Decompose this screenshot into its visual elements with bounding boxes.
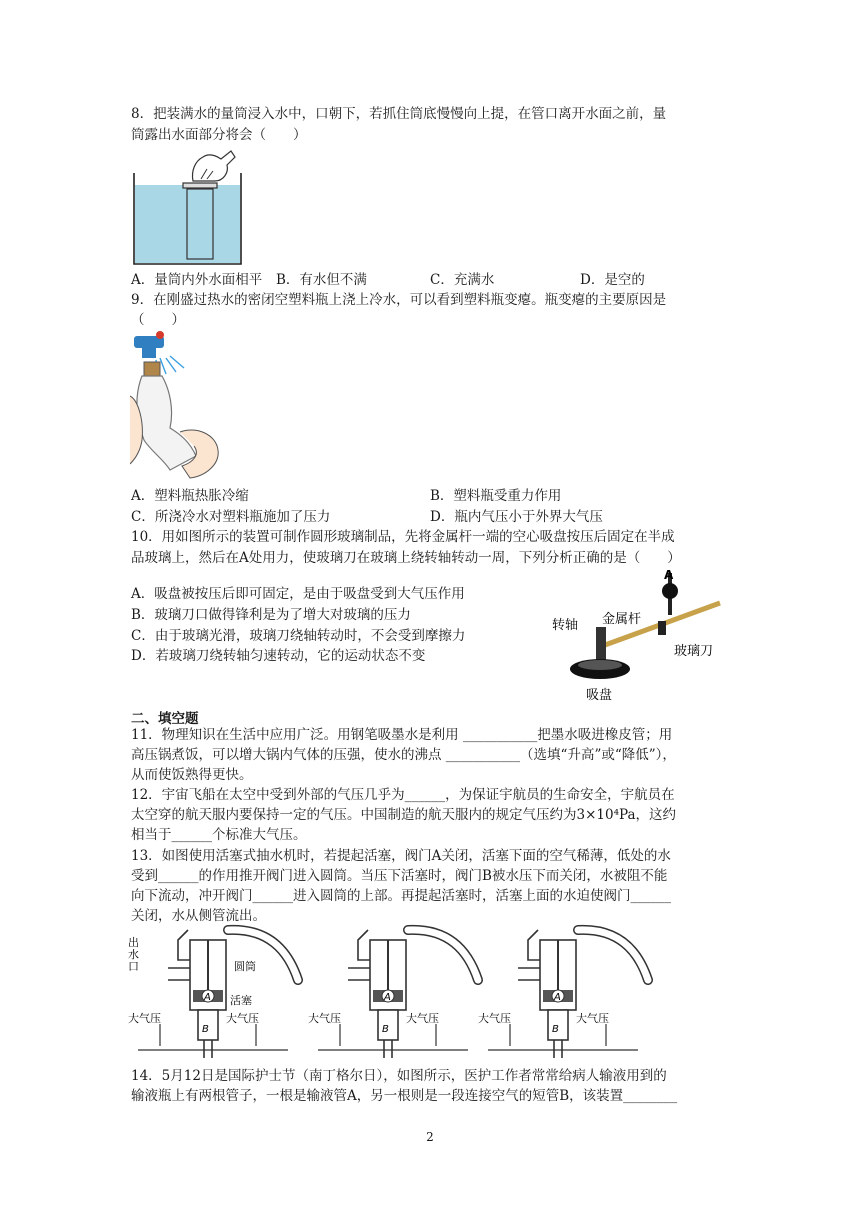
q13-stem-line2: 受到______的作用推开阀门进入圆筒。当压下活塞时，阀门B被水压下而关闭，水被阻不能	[131, 868, 668, 884]
q8-cylinder-base	[183, 183, 217, 188]
q10-stem-line1: 10．用如图所示的装置可制作圆形玻璃制品，先将金属杆一端的空心吸盘按压后固定在半成	[131, 529, 675, 545]
q9-bottle-cap	[144, 362, 160, 376]
q9-faucet-handle	[156, 331, 164, 339]
section-fill-in-title: 二、填空题	[131, 711, 199, 727]
label-valve-a-3: A	[554, 992, 561, 1003]
q10-label-a: A	[664, 568, 674, 582]
q8-option-d: D．是空的	[580, 272, 645, 288]
q9-bottle	[137, 376, 196, 470]
q9-option-d: D．瓶内气压小于外界大气压	[430, 509, 603, 525]
q10-cutter-head	[658, 621, 666, 635]
q10-label-cutter: 玻璃刀	[674, 644, 714, 659]
q13-stem-line1: 13．如图使用活塞式抽水机时，若提起活塞，阀门A关闭，活塞下面的空气稀薄，低处的水	[131, 848, 671, 864]
q9-option-a: A．塑料瓶热胀冷缩	[131, 488, 249, 504]
label-piston: 活塞	[230, 994, 252, 1007]
q13-stem-line3: 向下流动，冲开阀门______进入圆筒的上部。再提起活塞时，活塞上面的水迫使阀门______	[131, 888, 671, 904]
q8-stem-line2: 筒露出水面部分将会（ ）	[131, 127, 307, 143]
q12-stem-line2: 太空穿的航天服内要保持一定的气压。中国制造的航天服内的规定气压约为3×10⁴Pa，这约	[131, 807, 677, 823]
label-atm-2a: 大气压	[308, 1012, 341, 1025]
label-valve-b: B	[202, 1024, 209, 1035]
q9-bottle-figure	[130, 330, 225, 480]
label-valve-a: A	[204, 992, 211, 1003]
q8-cylinder	[187, 189, 213, 259]
label-atm-1a: 大气压	[128, 1012, 161, 1025]
q9-option-c: C．所浇冷水对塑料瓶施加了压力	[131, 509, 331, 525]
label-outlet-1: 出	[128, 936, 139, 949]
q10-label-shaft: 转轴	[552, 618, 579, 633]
q12-stem-line1: 12．宇宙飞船在太空中受到外部的气压几乎为______，为保证宇航员的生命安全，宇航员在	[131, 787, 675, 803]
q10-option-d: D．若玻璃刀绕转轴匀速转动，它的运动状态不变	[131, 648, 426, 664]
q10-option-c: C．由于玻璃光滑，玻璃刀绕轴转动时，不会受到摩擦力	[131, 628, 466, 644]
q8-hand	[192, 151, 235, 181]
label-cylinder: 圆筒	[234, 960, 256, 973]
q8-option-c: C．充满水	[430, 272, 495, 288]
q10-stem-line2: 品玻璃上，然后在A处用力，使玻璃刀在玻璃上绕转轴转动一周，下列分析正确的是（ ）	[131, 550, 681, 566]
q8-beaker-figure	[131, 145, 246, 267]
q9-option-b: B．塑料瓶受重力作用	[430, 488, 562, 504]
q8-stem-line1: 8．把装满水的量筒浸入水中，口朝下，若抓住筒底慢慢向上提，在管口离开水面之前，量	[131, 106, 667, 122]
q10-option-b: B．玻璃刀口做得锋利是为了增大对玻璃的压力	[131, 607, 411, 623]
label-valve-b-2: B	[382, 1024, 389, 1035]
q8-option-b: B．有水但不满	[276, 272, 367, 288]
pump-figure-2	[308, 930, 478, 1058]
q10-knob	[662, 583, 678, 599]
q8-option-a: A．量筒内外水面相平	[131, 272, 263, 288]
page-number: 2	[426, 1130, 434, 1144]
pump-figure-1	[128, 930, 298, 1058]
q14-stem-line2: 输液瓶上有两根管子，一根是输液管A，另一根则是一段连接空气的短管B，该装置________	[131, 1088, 678, 1104]
label-outlet-3: 口	[128, 960, 139, 973]
pump-figure-3	[478, 930, 648, 1058]
label-atm-1b: 大气压	[226, 1012, 259, 1025]
label-atm-3a: 大气压	[478, 1012, 511, 1025]
q9-stem-line1: 9．在刚盛过热水的密闭空塑料瓶上浇上冷水，可以看到塑料瓶变瘪。瓶变瘪的主要原因是	[131, 292, 667, 308]
q13-pump-figures	[128, 920, 748, 1060]
label-atm-3b: 大气压	[576, 1012, 609, 1025]
q10-glass-cutter-figure	[550, 565, 730, 705]
label-valve-b-3: B	[552, 1024, 559, 1035]
q9-stem-line2: （ ）	[131, 312, 185, 328]
q11-stem-line3: 从而使饭熟得更快。	[131, 767, 253, 783]
q11-stem-line1: 11．物理知识在生活中应用广泛。用钢笔吸墨水是利用 ___________把墨水吸进橡皮管；用	[131, 727, 673, 743]
q10-label-rod: 金属杆	[602, 612, 642, 627]
q11-stem-line2: 高压锅煮饭，可以增大锅内气体的压强，使水的沸点 ___________（选填“升高”或“降低”），	[131, 747, 676, 763]
q10-option-a: A．吸盘被按压后即可固定，是由于吸盘受到大气压作用	[131, 586, 465, 602]
label-atm-2b: 大气压	[406, 1012, 439, 1025]
q13-stem-line4: 关闭，水从侧管流出。	[131, 908, 266, 924]
q12-stem-line3: 相当于______个标准大气压。	[131, 827, 307, 843]
q14-stem-line1: 14．5月12日是国际护士节（南丁格尔日），如图所示，医护工作者常常给病人输液用到的	[131, 1068, 667, 1084]
label-outlet-2: 水	[128, 948, 139, 961]
q10-label-cup: 吸盘	[586, 688, 613, 703]
label-valve-a-2: A	[384, 992, 391, 1003]
